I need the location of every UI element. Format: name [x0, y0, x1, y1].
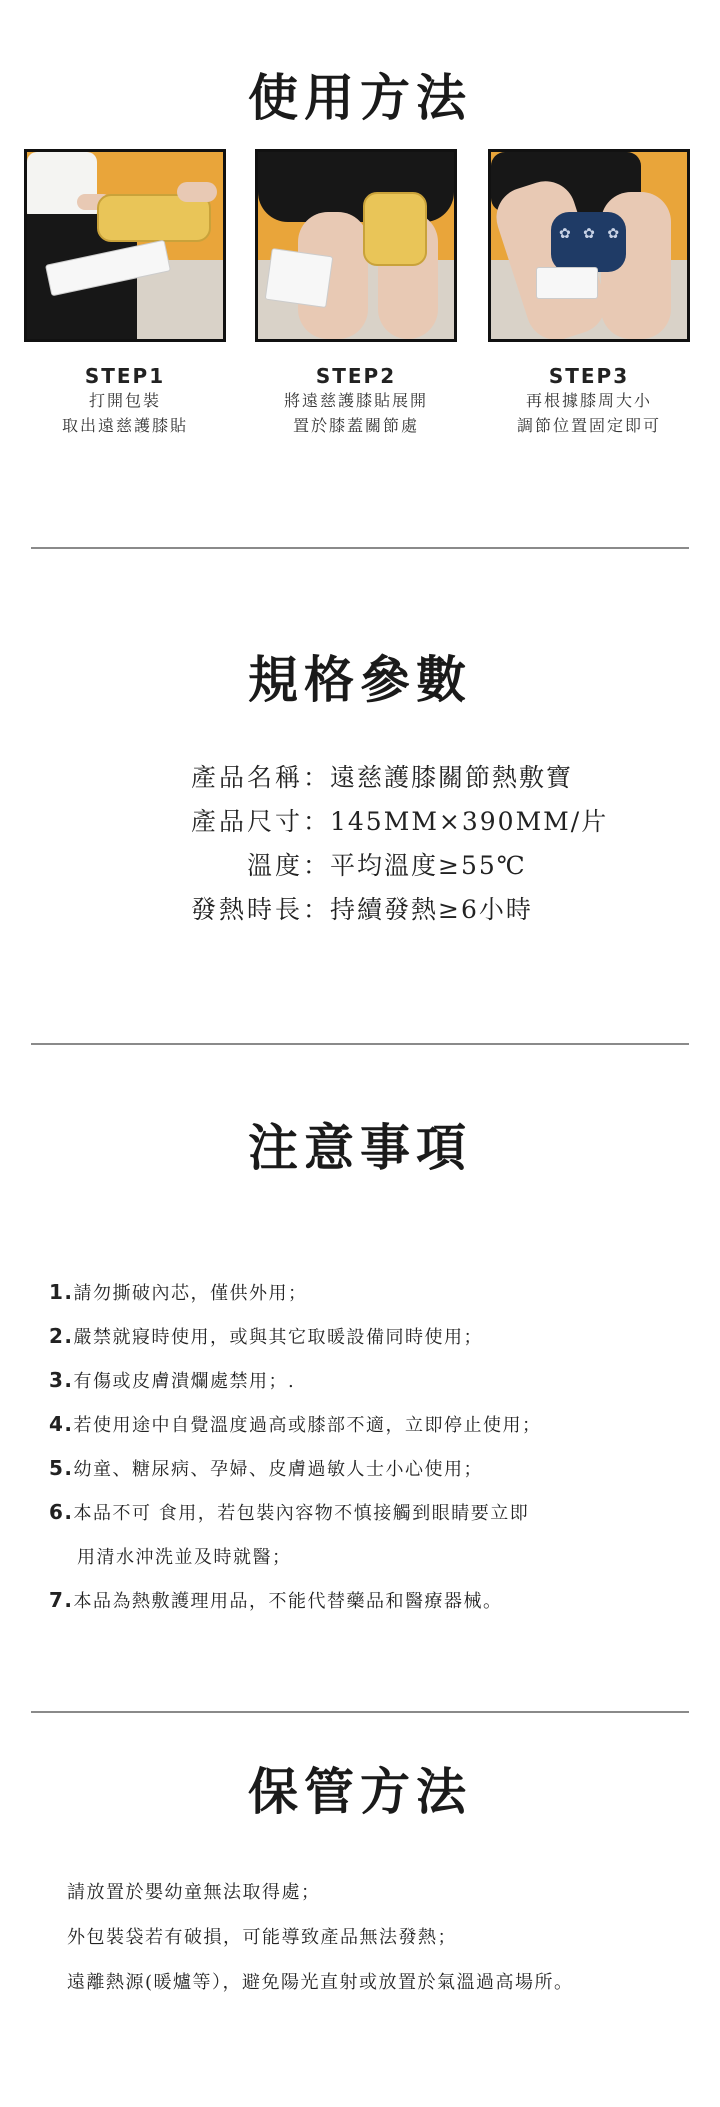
- note-item: 1.請勿撕破內芯，僅供外用；: [49, 1280, 308, 1304]
- step-2-line-2: 置於膝蓋關節處: [292, 416, 419, 435]
- spec-value: ：145MM×390MM/片: [303, 807, 609, 836]
- step-2: [255, 149, 457, 438]
- spec-row-temperature: [0, 846, 720, 886]
- spec-value: ：持續發熱≥6小時: [303, 895, 533, 924]
- note-item: 7.本品為熱敷護理用品，不能代替藥品和醫療器械。: [49, 1588, 503, 1612]
- step-1-line-2: 取出遠慈護膝貼: [61, 416, 188, 435]
- notes-list: [49, 1270, 689, 1622]
- spec-key: 溫度: [246, 851, 303, 880]
- divider-3: [31, 1711, 689, 1713]
- note-item: 2.嚴禁就寢時使用，或與其它取暖設備同時使用；: [49, 1324, 484, 1348]
- step-3: [488, 149, 690, 438]
- note-item: 3.有傷或皮膚潰爛處禁用；.: [49, 1368, 296, 1392]
- storage-line: 遠離熱源(暖爐等），避免陽光直射或放置於氣溫過高場所。: [67, 1972, 574, 1993]
- step-3-label: STEP3: [548, 364, 630, 388]
- step-3-photo: [488, 149, 690, 342]
- notes-title: 注意事項: [248, 1118, 472, 1177]
- step-3-line-1: 再根據膝周大小: [525, 391, 652, 410]
- step-1: [24, 149, 226, 438]
- storage-line: 請放置於嬰幼童無法取得處；: [67, 1882, 321, 1903]
- step-2-photo: [255, 149, 457, 342]
- note-item: 6.本品不可 食用，若包裝內容物不慎接觸到眼睛要立即: [49, 1500, 530, 1524]
- note-item: 5.幼童、糖尿病、孕婦、皮膚過敏人士小心使用；: [49, 1456, 484, 1480]
- step-3-line-2: 調節位置固定即可: [516, 416, 661, 435]
- spec-row-duration: [0, 890, 720, 930]
- storage-list: [67, 1870, 707, 2005]
- spec-key: 產品名稱: [190, 763, 303, 792]
- step-2-line-1: 將遠慈護膝貼展開: [283, 391, 428, 410]
- note-item: 4.若使用途中自覺溫度過高或膝部不適，立即停止使用；: [49, 1412, 542, 1436]
- storage-line: 外包裝袋若有破損，可能導致產品無法發熱；: [67, 1927, 457, 1948]
- step-1-line-1: 打開包裝: [88, 391, 161, 410]
- spec-key: 發熱時長: [190, 895, 303, 924]
- note-item-continuation: 用清水沖洗並及時就醫；: [77, 1547, 292, 1568]
- spec-value: ：平均溫度≥55℃: [303, 851, 527, 880]
- usage-title: 使用方法: [248, 68, 472, 127]
- step-1-label: STEP1: [84, 364, 166, 388]
- divider-2: [31, 1043, 689, 1045]
- step-2-label: STEP2: [315, 364, 397, 388]
- specs-title: 規格參數: [248, 650, 472, 709]
- spec-value: ：遠慈護膝關節熱敷寶: [303, 763, 574, 792]
- storage-title: 保管方法: [248, 1762, 472, 1821]
- divider-1: [31, 547, 689, 549]
- spec-row-name: [0, 758, 720, 798]
- spec-row-size: [0, 802, 720, 842]
- spec-key: 產品尺寸: [190, 807, 303, 836]
- step-1-photo: [24, 149, 226, 342]
